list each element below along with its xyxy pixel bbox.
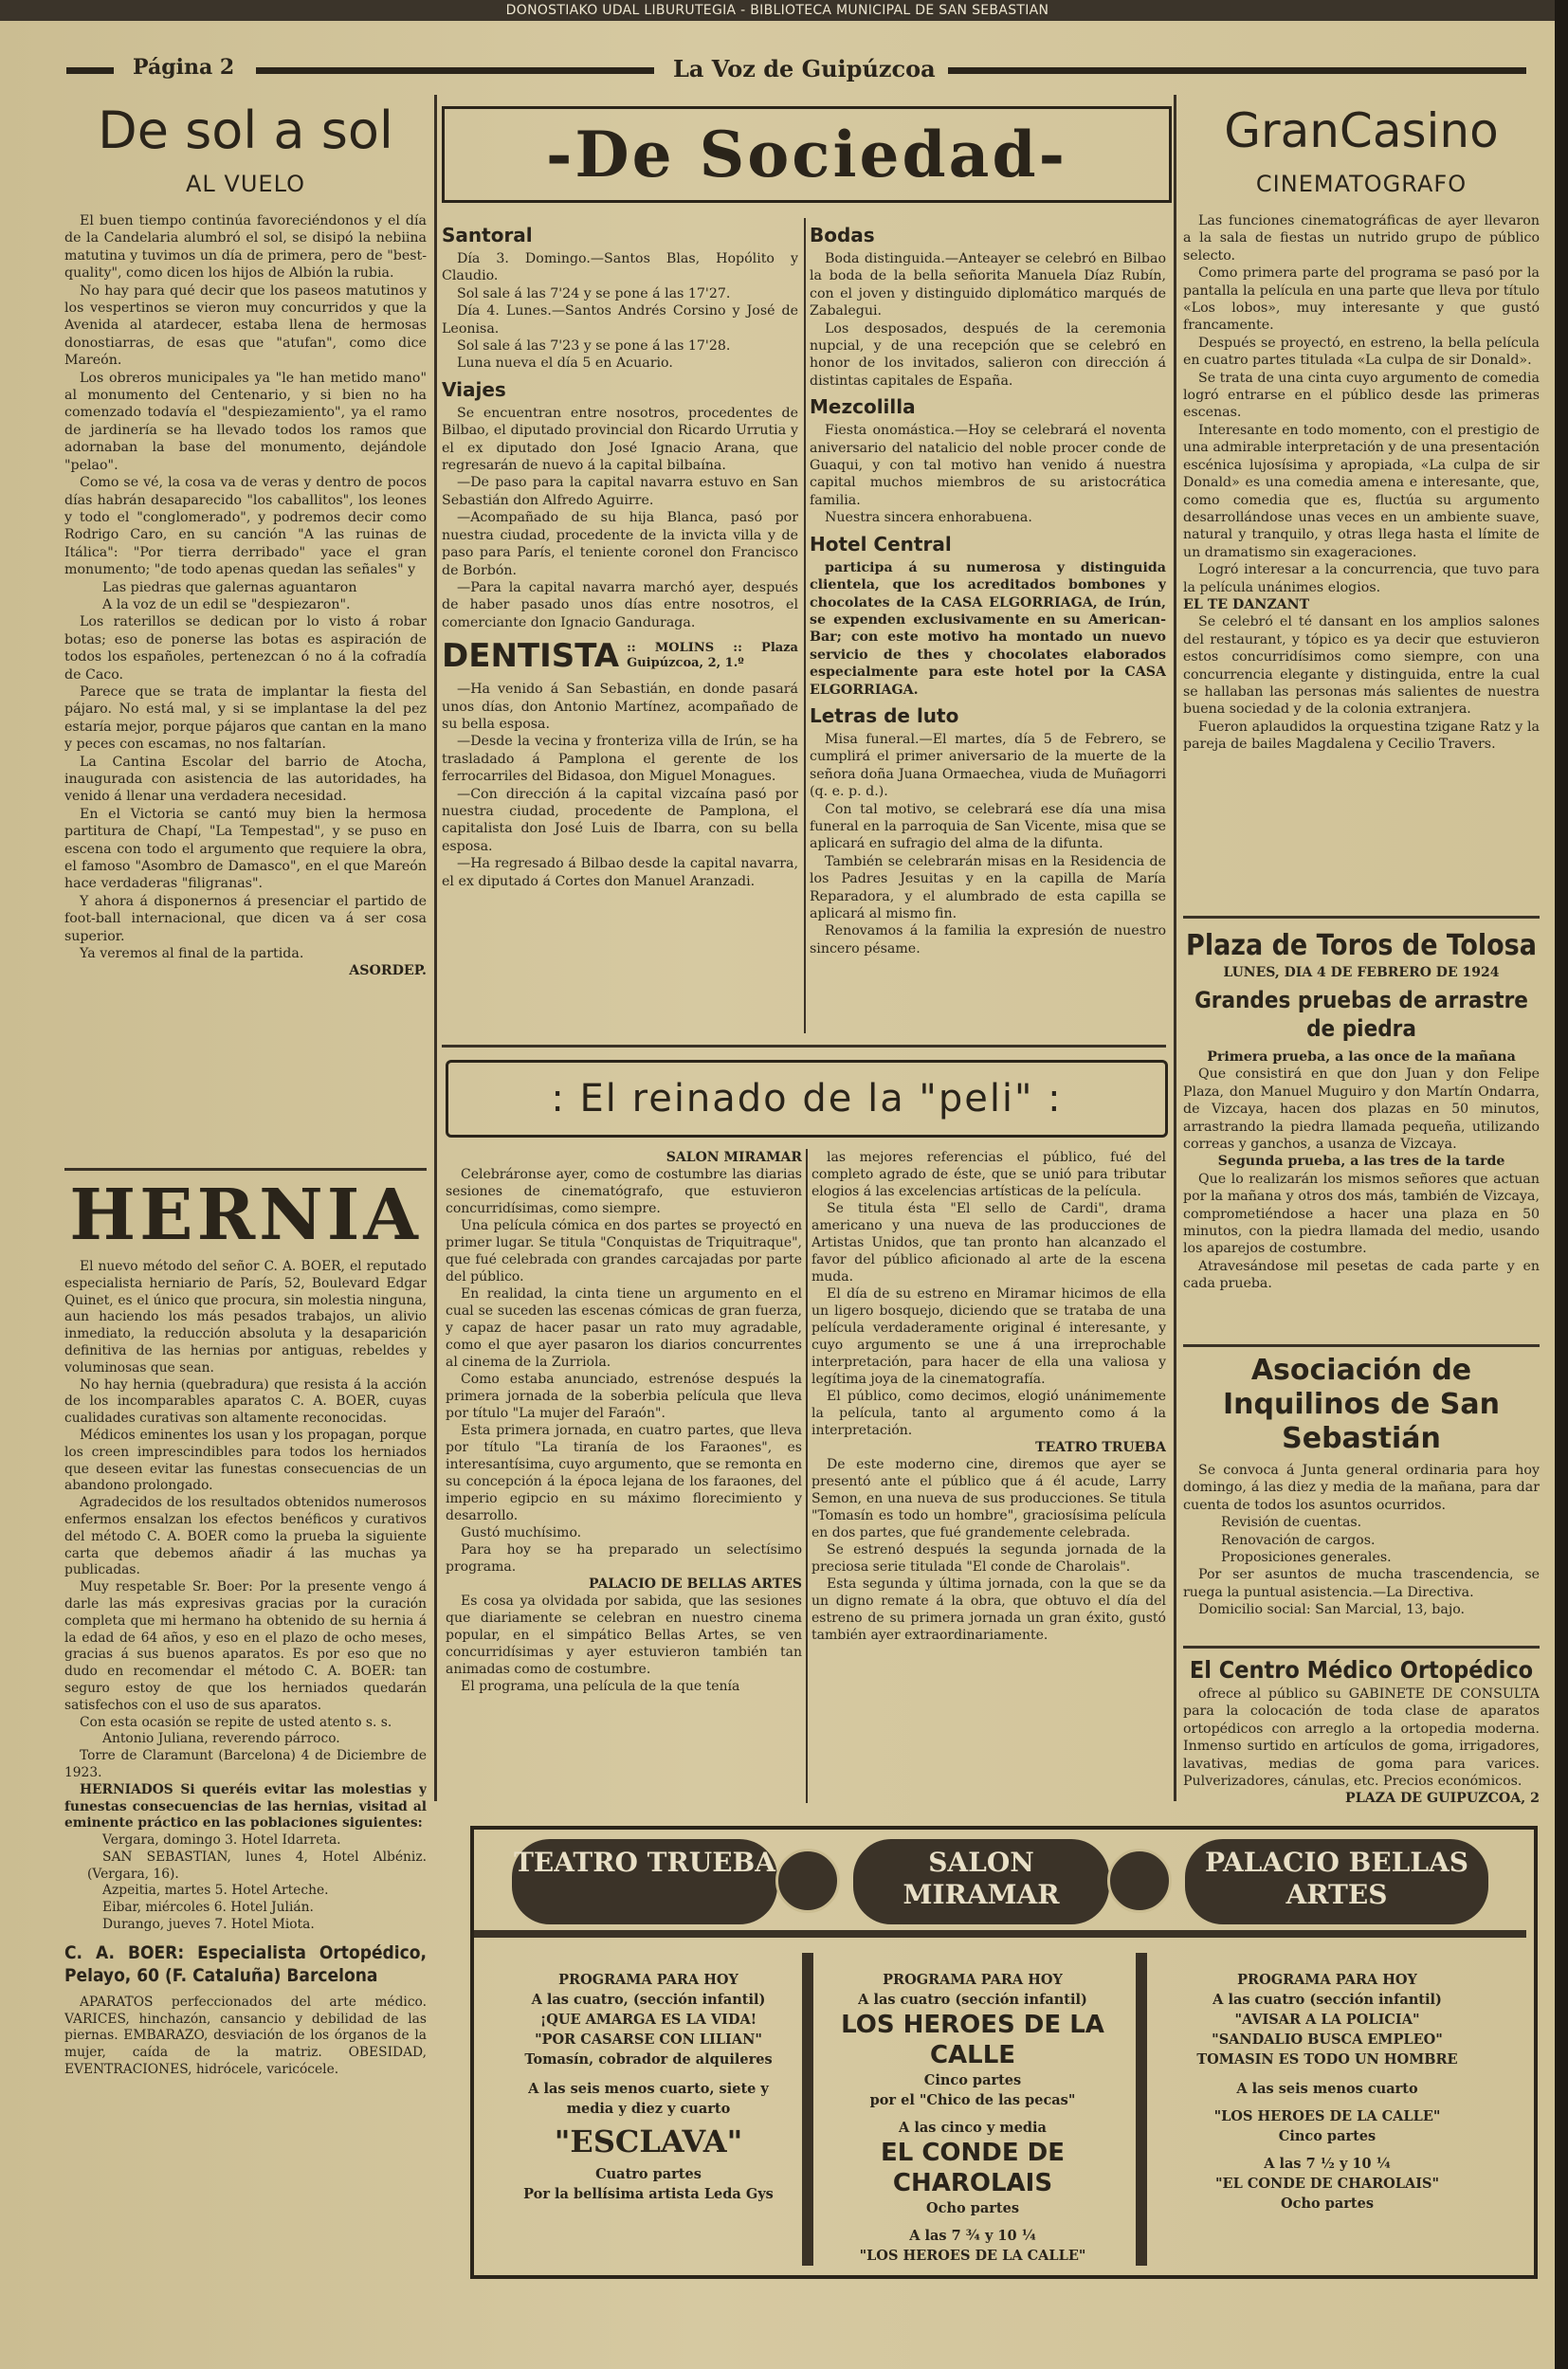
- program-line: A las cuatro (sección infantil): [1212, 1992, 1442, 2008]
- program-line: "SANDALIO BUSCA EMPLEO": [1212, 2032, 1443, 2048]
- schedule-line: Vergara, domingo 3. Hotel Idarreta.: [102, 1832, 341, 1849]
- page-number: Página 2: [133, 55, 235, 80]
- article-body: [1183, 212, 1540, 754]
- paragraph: Se titula ésta "El sello de Cardi", drama americano y una nueva de las producciones de Artistas Unidos, que tan pronto han alcanzado el favor del público aficionado al arte de la escena muda.: [811, 1201, 1166, 1285]
- badge-teatro-trueba: TEATRO TRUEBA: [512, 1839, 777, 1924]
- paragraph: Que consistirá en que don Juan y don Felipe Plaza, don Manuel Muguiro y don Martín Ondarra, de Vizcaya, hacen dos plazas en 50 minutos, arrastrando la piedra llamada pequeña, utilizando correas y ganchos, a usanza de Vizcaya.: [1183, 1066, 1540, 1153]
- paragraph: participa á su numerosa y distinguida clientela, que los acreditados bombones y chocolates de la CASA ELGORRIAGA, de Irún, se expenden exclusivamente en su American-Bar; con este motivo ha montado un nuevo servicio de thes y chocolates elaborados especialmente para este hotel por la CASA ELGORRIAGA.: [810, 559, 1166, 698]
- paragraph: Como se vé, la cosa va de veras y dentro de pocos días habrán desaparecido "los caballitos", los leones y todo el "conglomerado", y podremos decir como Rodrigo Caro, en su canción "A las ruinas de Itálica": "Por tierra derribado" yace el gran monumento; "de todo apenas quedan las señales" y: [64, 475, 427, 578]
- signature: ASORDEP.: [349, 963, 427, 979]
- program-trueba: [506, 1970, 791, 2204]
- venue-head: PALACIO DE BELLAS ARTES: [588, 1576, 802, 1592]
- subhead: Segunda prueba, a las tres de la tarde: [1217, 1154, 1505, 1170]
- ad-body: [1183, 1686, 1540, 1808]
- ad-pillar: [802, 1953, 813, 2266]
- feature-title: EL CONDE DE CHAROLAIS: [880, 2139, 1066, 2197]
- paragraph: Nuestra sincera enhorabuena.: [825, 510, 1032, 526]
- masthead-rule-right: [948, 67, 1526, 74]
- paragraph: De este moderno cine, diremos que ayer se presentó ante el público que á él acude, Larry Semon, en una nueva de sus producciones. Se titula "Tomasín es todo un hombre", graciosísima película en dos partes, que fué grandemente celebrada.: [811, 1457, 1166, 1540]
- paragraph: APARATOS perfeccionados del arte médico. VARICES, hinchazón, cansancio y debilidad de las piernas. EMBARAZO, desviación de los órganos de la mujer, caída de la matriz. OBESIDAD, EVENTRACIONES, hidrócele, varicócele.: [64, 1994, 427, 2078]
- section-head: Hotel Central: [810, 532, 952, 556]
- program-line: A las seis menos cuarto: [1236, 2081, 1418, 2097]
- badge-palacio-bellas-artes: PALACIO BELLAS ARTES: [1185, 1839, 1488, 1924]
- subhead: Primera prueba, a las once de la mañana: [1207, 1049, 1516, 1065]
- notice-title: Asociación de Inquilinos de San Sebastián: [1223, 1354, 1500, 1455]
- paragraph: las mejores referencias el público, fué del completo agrado de éste, que se unió para tributar elogios á las excelencias artísticas de la película.: [811, 1150, 1166, 1199]
- paragraph: —Acompañado de su hija Blanca, pasó por nuestra ciudad, procedente de la invicta villa y de paso para París, el teniente coronel don Francisco de Borbón.: [442, 510, 798, 578]
- program-head: PROGRAMA PARA HOY: [883, 1972, 1063, 1988]
- paragraph: Médicos eminentes los usan y los propagan, porque los creen imprescindibles para todos los herniados que deseen evitar las funestas consecuencias de un abandono prolongado.: [64, 1427, 427, 1494]
- column-rule: [434, 95, 437, 1801]
- program-line: Cuatro partes: [595, 2166, 702, 2182]
- paragraph: Interesante en todo momento, con el prestigio de una admirable interpretación y de una presentación escénica lujosísima y apropiada, «La culpa de sir Donald» es una comedia amena e interesante, que, como comedia que es, fluctúa su argumento desarrollándose unas veces en un ambiente suave, natural y tranquilo, y otras llega hasta el límite de un dramatismo sin exageraciones.: [1183, 422, 1540, 560]
- de-sociedad-banner: [442, 106, 1172, 203]
- program-line: A las 7 ¾ y 10 ¼: [909, 2228, 1036, 2244]
- archive-strip: DONOSTIAKO UDAL LIBURUTEGIA - BIBLIOTECA MUNICIPAL DE SAN SEBASTIAN: [0, 0, 1555, 21]
- feature-title: "ESCLAVA": [554, 2123, 743, 2159]
- program-line: Ocho partes: [1281, 2196, 1374, 2212]
- paragraph: Domicilio social: San Marcial, 13, bajo.: [1198, 1602, 1466, 1618]
- column-de-sol-a-sol: [64, 102, 427, 1164]
- subhead: EL TE DANZANT: [1183, 596, 1310, 612]
- column-rule: [804, 218, 806, 1033]
- dentista-address: :: MOLINS :: Plaza Guipúzcoa, 2, 1.º: [627, 641, 798, 671]
- section-rule: [1183, 1646, 1540, 1649]
- paragraph: El nuevo método del señor C. A. BOER, el reputado especialista herniario de París, 52, Boulevard Edgar Quinet, es el único que procura, sin molestia ninguna, aun haciendo los más pesados trabajos, un alivio inmediato, la reducción absoluta y la desaparición definitiva de las hernias por antiguas, rebeldes y voluminosas que sean.: [64, 1259, 427, 1376]
- peli-left: [446, 1149, 802, 1813]
- verse-line: Las piedras que galernas aguantaron: [102, 579, 357, 595]
- comedian-portrait: [775, 1849, 840, 1913]
- paragraph: Por ser asuntos de mucha trascendencia, se ruega la puntual asistencia.—La Directiva.: [1183, 1567, 1540, 1600]
- ad-title: El Centro Médico Ortopédico: [1189, 1656, 1534, 1684]
- section-rule: [442, 1045, 1166, 1048]
- paragraph: Ya veremos al final de la partida.: [80, 946, 304, 962]
- paragraph: Los obreros municipales ya "le han metido mano" al monumento del Centenario, y si bien no ha comenzado todavía el "despiezamiento", ya el ramo de jardinería se ha llevado todos los ramos que adornaban la base del monumento, dejándole "pelao".: [64, 370, 427, 473]
- badge-salon-miramar: SALON MIRAMAR: [853, 1839, 1109, 1924]
- paragraph: —Con dirección á la capital vizcaína pasó por nuestra ciudad, procedente de Pamplona, el capitalista don José Luis de Ibarra, con su bella esposa.: [442, 786, 798, 854]
- paragraph: En realidad, la cinta tiene un argumento en el cual se suceden las escenas cómicas de gran fuerza, y capaz de hacer pasar un rato muy agradable, como el que ayer pasaron los diarios concurrentes al cinema de la Zurriola.: [446, 1286, 802, 1370]
- program-line: A las cinco y media: [899, 2120, 1047, 2136]
- section-rule: [64, 1168, 427, 1171]
- feature-title: LOS HEROES DE LA CALLE: [841, 2011, 1104, 2069]
- program-line: A las cuatro (sección infantil): [858, 1992, 1087, 2008]
- paragraph: Gustó muchísimo.: [461, 1525, 582, 1540]
- paragraph: ofrece al público su GABINETE DE CONSULTA para la colocación de toda clase de aparatos ortopédicos con arreglo a la ortopedia moderna. Inmenso surtido en artículos de goma, irrigadores, lavativas, medias de goma para varices. Pulverizadores, cánulas, etc. Precios económicos.: [1183, 1686, 1540, 1790]
- paragraph: En el Victoria se cantó muy bien la hermosa partitura de Chapí, "La Tempestad", y se puso en escena con todo el argumento que requiere la obra, el famoso "Asombro de Damasco", en el que Mareón hace verdaderas "filigranas".: [64, 806, 427, 892]
- schedule-line: Durango, jueves 7. Hotel Miota.: [102, 1917, 315, 1933]
- inquilinos-notice: [1183, 1354, 1540, 1638]
- paragraph: Día 3. Domingo.—Santos Blas, Hopólito y Claudio.: [442, 251, 798, 284]
- banner-title: : El reinado de la "peli" :: [551, 1077, 1063, 1121]
- paragraph: Celebráronse ayer, como de costumbre las diarias sesiones de cinematógrafo, que estuvieron concurridísimas, como siempre.: [446, 1167, 802, 1216]
- paragraph: Después se proyectó, en estreno, la bella película en cuatro partes titulada «La culpa de sir Donald».: [1183, 335, 1540, 369]
- program-line: Cinco partes: [923, 2072, 1022, 2088]
- paragraph: Se estrenó después la segunda jornada de la preciosa serie titulada "El conde de Charolais".: [811, 1542, 1166, 1575]
- paragraph: —Para la capital navarra marchó ayer, después de haber pasado unos días entre nosotros, el comerciante don Ignacio Ganduraga.: [442, 579, 798, 630]
- section-head: Letras de luto: [810, 703, 959, 727]
- paragraph: Se encuentran entre nosotros, procedentes de Bilbao, el diputado provincial don Ricardo Urrutia y el ex diputado don José Ignacio Arana, que regresarán de nuevo á la capital bilbaína.: [442, 405, 798, 474]
- paragraph: —Desde la vecina y fronteriza villa de Irún, se ha trasladado á Pamplona el gerente de los ferrocarriles del Bidasoa, don Miguel Monagues.: [442, 734, 798, 785]
- paragraph: Sol sale á las 7'24 y se pone á las 17'27.: [457, 285, 731, 301]
- section-subtitle: CINEMATOGRAFO: [1255, 171, 1468, 197]
- program-bellas-artes: [1185, 1970, 1469, 2214]
- paragraph: HERNIADOS Si queréis evitar las molestias y funestas consecuencias de las hernias, visitad al eminente práctico en las poblaciones siguientes:: [64, 1781, 427, 1831]
- agenda-item: Revisión de cuentas.: [1221, 1515, 1362, 1531]
- paragraph: Agradecidos de los resultados obtenidos numerosos enfermos ensalzan los efectos benéficos y curativos del método C. A. BOER como la prueba la siguiente carta que debemos añadir á las muchas ya publicadas.: [64, 1495, 427, 1578]
- program-line: Cinco partes: [1278, 2128, 1377, 2144]
- ad-title: HERNIA: [69, 1179, 422, 1256]
- plaza-toros-ad: [1183, 927, 1540, 1344]
- agenda-item: Proposiciones generales.: [1221, 1550, 1392, 1566]
- paragraph: Es cosa ya olvidada por sabida, que las sesiones que diariamente se celebran en nuestro cinema popular, en el simpático Bellas Artes, se ven concurridísimas y ayer estuvieron también tan animadas como de costumbre.: [446, 1594, 802, 1677]
- paragraph: Con esta ocasión se repite de usted atento s. s.: [80, 1714, 392, 1730]
- paragraph: Esta segunda y última jornada, con la que se da un digno remate á la obra, que obtuvo el día del estreno de su primera jornada un gran éxito, gustó también ayer extraordinariamente.: [811, 1576, 1166, 1643]
- program-line: TOMASIN ES TODO UN HOMBRE: [1196, 2051, 1458, 2068]
- schedule-line: Eibar, miércoles 6. Hotel Julián.: [102, 1900, 314, 1916]
- ad-pillar: [1136, 1953, 1147, 2266]
- paragraph: —Ha venido á San Sebastián, en donde pasará unos días, don Antonio Martínez, acompañado de su bella esposa.: [442, 682, 798, 732]
- masthead: [66, 55, 1526, 83]
- paragraph: Misa funeral.—El martes, día 5 de Febrero, se cumplirá el primer aniversario de la muerte de la señora doña Juana Ormaechea, viuda de Muñagorri (q. e. p. d.).: [810, 731, 1166, 800]
- paragraph: Una película cómica en dos partes se proyectó en primer lugar. Se titula "Conquistas de Triquitraque", que fué celebrada con grandes carcajadas por parte del público.: [446, 1218, 802, 1285]
- sociedad-right: [810, 218, 1166, 1043]
- column-rule: [806, 1149, 808, 1803]
- venue-head: SALON MIRAMAR: [665, 1150, 802, 1165]
- paragraph: Boda distinguida.—Anteayer se celebró en Bilbao la boda de la bella señorita Manuela Díaz Rubín, con el joven y distinguido diplomático marqués de Zabalegui.: [810, 251, 1166, 319]
- paragraph: Las funciones cinematográficas de ayer llevaron a la sala de fiestas un nutrido grupo de público selecto.: [1183, 213, 1540, 264]
- paragraph: El buen tiempo continúa favoreciéndonos y el día de la Candelaria alumbró el sol, se disipó la nebiina matutina y tuvimos un día de primera, pero de "best-quality", como dicen los hijos de Albión la rubia.: [64, 213, 427, 282]
- paragraph: Atravesándose mil pesetas de cada parte y en cada prueba.: [1183, 1258, 1540, 1292]
- peli-right: [811, 1149, 1166, 1813]
- program-line: Tomasín, cobrador de alquileres: [524, 2051, 773, 2068]
- program-miramar: [830, 1970, 1115, 2266]
- verse-line: A la voz de un edil se "despiezaron".: [102, 596, 351, 612]
- paragraph: —De paso para la capital navarra estuvo en San Sebastián don Alfredo Aguirre.: [442, 475, 798, 508]
- paragraph: Para hoy se ha preparado un selectísimo programa.: [446, 1542, 802, 1575]
- ad-date: LUNES, DIA 4 DE FEBRERO DE 1924: [1223, 965, 1500, 980]
- paragraph: Se celebró el té dansant en los amplios salones del restaurant, y tópico es ya decir que estuvieron estos concurridísimos como siempre, con una concurrencia elegante y distinguida, entre la cual se hallaban las personas más salientes de nuestra buena sociedad y de la colonia extranjera.: [1183, 614, 1540, 718]
- section-subtitle: AL VUELO: [186, 171, 305, 197]
- paragraph: Como estaba anunciado, estrenóse después la primera jornada de la soberbia película que lleva por título "La mujer del Faraón".: [446, 1372, 802, 1421]
- paragraph: —Ha regresado á Bilbao desde la capital navarra, el ex diputado á Cortes don Manuel Aranzadi.: [442, 856, 798, 889]
- section-head: Bodas: [810, 224, 875, 246]
- dentista-head: DENTISTA: [442, 637, 620, 676]
- masthead-rule-mid: [256, 67, 654, 74]
- sociedad-left: [442, 218, 798, 1043]
- paragraph: El programa, una película de la que tenía: [461, 1679, 740, 1694]
- program-line: "LOS HEROES DE LA CALLE": [1213, 2108, 1441, 2124]
- ad-cornice: [474, 1930, 1526, 1938]
- ad-subtitle: Grandes pruebas de arrastre de piedra: [1194, 987, 1528, 1042]
- paragraph: Antonio Juliana, reverendo párroco.: [102, 1731, 340, 1747]
- section-head: Viajes: [442, 377, 506, 401]
- paragraph: Fiesta onomástica.—Hoy se celebrará el noventa aniversario del natalicio del noble procer conde de Guaqui, y con tal motivo han venido á nuestra capital muchos miembros de su aristocrática familia.: [810, 423, 1166, 508]
- paragraph: Con tal motivo, se celebrará ese día una misa funeral en la parroquia de San Vicente, misa que se aplicará en sufragio del alma de la difunta.: [810, 801, 1166, 852]
- section-rule: [1183, 916, 1540, 919]
- paragraph: Que lo realizarán los mismos señores que actuan por la mañana y otros dos más, también de Vizcaya, comprometiéndose a hacer una plaza en 50 minutos, con la piedra llamada del medio, usando los aparejos de costumbre.: [1183, 1171, 1540, 1257]
- paragraph: La Cantina Escolar del barrio de Atocha, inaugurada con asistencia de las autoridades, ha venido á llenar una verdadera necesidad.: [64, 754, 427, 805]
- section-head: Santoral: [442, 224, 533, 246]
- paragraph: Día 4. Lunes.—Santos Andrés Corsino y José de Leonisa.: [442, 303, 798, 337]
- paragraph: Esta primera jornada, en cuatro partes, que lleva por título "La tiranía de los Faraones", es interesantísima, cuyo argumento, que se remonta en su concepción á la época lejana de los faraones, del imperio egipcio en su máximo florecimiento y desarrollo.: [446, 1423, 802, 1523]
- column-rule: [1174, 95, 1176, 1801]
- paragraph: Logró interesar a la concurrencia, que tuvo para la película unánimes elogios.: [1183, 562, 1540, 595]
- program-line: A las cuatro, (sección infantil): [531, 1992, 766, 2008]
- paragraph: Sol sale á las 7'23 y se pone á las 17'28.: [457, 338, 731, 355]
- hernia-ad: [64, 1179, 427, 2251]
- paragraph: El público, como decimos, elogió unánimemente la película, tanto al argumento como á la interpretación.: [811, 1389, 1166, 1438]
- ad-address: PLAZA DE GUIPUZCOA, 2: [1345, 1791, 1540, 1807]
- peli-banner: [446, 1060, 1168, 1138]
- paragraph: Parece que se trata de implantar la fiesta del pájaro. No está mal, y si se implantase la del pez estaría mejor, porque pájaros que cantan en la mano y peces con escamas, no nos faltarían.: [64, 683, 427, 753]
- program-line: A las seis menos cuarto, siete y media y diez y cuarto: [528, 2081, 769, 2117]
- gran-casino: [1183, 102, 1540, 899]
- paragraph: También se celebrarán misas en la Residencia de los Padres Jesuitas y en la capilla de María Reparadora, y el alumbrado de esta capilla se aplicará al mismo fin.: [810, 853, 1166, 921]
- paragraph: Luna nueva el día 5 en Acuario.: [457, 355, 673, 372]
- schedule-line: SAN SEBASTIAN, lunes 4, Hotel Albéniz. (Vergara, 16).: [87, 1849, 427, 1882]
- comedian-portrait: [1107, 1849, 1172, 1913]
- article-body: [64, 212, 427, 980]
- ad-signature: C. A. BOER: Especialista Ortopédico, Pelayo, 60 (F. Cataluña) Barcelona: [64, 1941, 427, 1986]
- program-line: "EL CONDE DE CHAROLAIS": [1214, 2176, 1440, 2192]
- centro-medico-ad: [1183, 1655, 1540, 1816]
- paragraph: No hay hernia (quebradura) que resista á la acción de los incomparables aparatos C. A. BOER, cuyas cualidades curativas son altamente reconocidas.: [64, 1376, 427, 1427]
- venue-head: TEATRO TRUEBA: [1035, 1440, 1166, 1455]
- paragraph: Fueron aplaudidos la orquestina tzigane Ratz y la pareja de bailes Magdalena y Cecilio Travers.: [1183, 719, 1540, 753]
- paragraph: Los raterillos se dedican por lo visto á robar botas; eso de ponerse las botas es aspiración de todos los españoles, pertenezcan ó no á la cofradía de Caco.: [64, 614, 427, 683]
- dentista-box: [442, 637, 798, 675]
- program-line: A las 7 ½ y 10 ¼: [1264, 2156, 1391, 2172]
- program-head: PROGRAMA PARA HOY: [1237, 1972, 1417, 1988]
- paragraph: Se trata de una cinta cuyo argumento de comedia logró entrarse en el público desde las primeras escenas.: [1183, 370, 1540, 421]
- paragraph: Como primera parte del programa se pasó por la pantalla la película en una parte que lleva por título «Los lobos», muy interesante y que gustó francamente.: [1183, 265, 1540, 334]
- paragraph: Se convoca á Junta general ordinaria para hoy domingo, á las diez y media de la mañana, para dar cuenta de todos los asuntos ocurridos.: [1183, 1463, 1540, 1513]
- schedule-line: Azpeitia, martes 5. Hotel Arteche.: [102, 1883, 329, 1899]
- paragraph: Torre de Claramunt (Barcelona) 4 de Diciembre de 1923.: [64, 1748, 427, 1780]
- program-line: "POR CASARSE CON LILIAN": [535, 2032, 762, 2048]
- paragraph: Y ahora á disponernos á presenciar el partido de foot-ball internacional, que dicen va á ser cosa superior.: [64, 893, 427, 944]
- ad-body: [1183, 1048, 1540, 1293]
- section-title: GranCasino: [1224, 103, 1499, 158]
- paragraph: Los desposados, después de la ceremonia nupcial, y de una recepción que se celebró en honor de los invitados, salieron con dirección á distintas capitales de España.: [810, 320, 1166, 389]
- program-line: ¡QUE AMARGA ES LA VIDA!: [539, 2012, 757, 2028]
- paragraph: No hay para qué decir que los paseos matutinos y los vespertinos se vieron muy concurridos y que la Avenida al atardecer, estaba llena de hermosas donostiarras, de esas que "atufan", como dice Mareón.: [64, 282, 427, 369]
- section-head: Mezcolilla: [810, 395, 916, 419]
- ad-body: [64, 1259, 427, 2079]
- banner-title: -De Sociedad-: [546, 118, 1067, 191]
- program-line: Por la bellísima artista Leda Gys: [523, 2186, 774, 2202]
- section-rule: [1183, 1344, 1540, 1347]
- ad-title: Plaza de Toros de Tolosa: [1186, 929, 1537, 962]
- program-line: Ocho partes: [926, 2200, 1019, 2216]
- page-edge: [1555, 0, 1568, 2369]
- section-title: De sol a sol: [98, 102, 393, 160]
- paragraph: Muy respetable Sr. Boer: Por la presente vengo á darle las más expresivas gracias por la curación completa que mi hermano ha obtenido de su hernia á la edad de 64 años, y eso en el plazo de ocho meses, gracias á sus buenos aparatos. Es por eso que no dudo en recomendar el método C. A. BOER: tan seguro estoy de que los herniados quedarán satisfechos con el uso de sus aparatos.: [64, 1579, 427, 1713]
- notice-body: [1183, 1462, 1540, 1619]
- newspaper-name: La Voz de Guipúzcoa: [673, 55, 936, 82]
- paragraph: El día de su estreno en Miramar hicimos de ella un ligero bosquejo, diciendo que se trataba de una película verdaderamente original é interesante, y cuyo argumento se une á una irreprochable interpretación, para hacer de ella una valiosa y legítima joya de la cinematografía.: [811, 1286, 1166, 1387]
- masthead-rule-left: [66, 67, 114, 74]
- program-line: "AVISAR A LA POLICIA": [1234, 2012, 1420, 2028]
- agenda-item: Renovación de cargos.: [1221, 1532, 1376, 1548]
- program-line: "LOS HEROES DE LA CALLE": [859, 2248, 1086, 2264]
- program-head: PROGRAMA PARA HOY: [558, 1972, 738, 1988]
- program-line: por el "Chico de las pecas": [869, 2092, 1076, 2108]
- paragraph: Renovamos á la familia la expresión de nuestro sincero pésame.: [810, 923, 1166, 957]
